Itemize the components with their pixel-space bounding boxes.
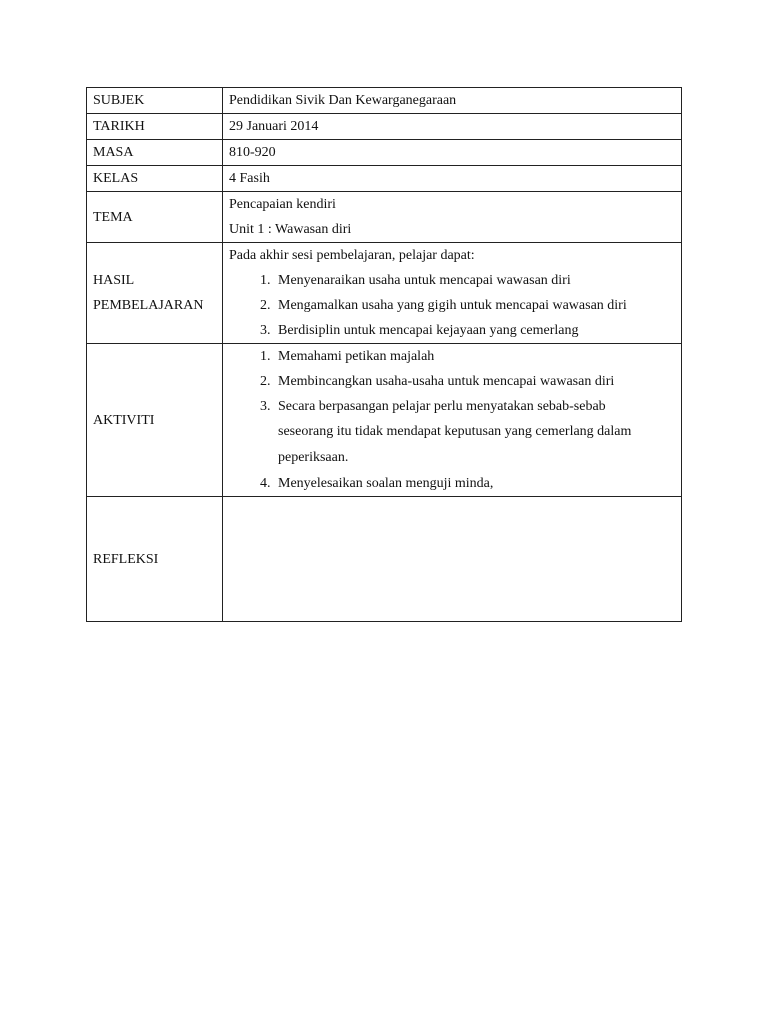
hasil-intro: Pada akhir sesi pembelajaran, pelajar dapat: xyxy=(229,248,475,263)
kelas-label: KELAS xyxy=(87,166,223,192)
list-item xyxy=(274,471,675,496)
table-row-subjek xyxy=(87,88,682,114)
masa-label: MASA xyxy=(87,140,223,166)
list-item: 1. Menyenaraikan usaha untuk mencapai wawasan diri xyxy=(274,268,675,293)
aktiviti-list xyxy=(229,344,675,496)
hasil-label-line: PEMBELAJARAN xyxy=(93,298,204,313)
tema-line: Pencapaian kendiri xyxy=(229,197,336,212)
table-row-hasil xyxy=(87,243,682,344)
list-item: 2. Mengamalkan usaha yang gigih untuk mencapai wawasan diri xyxy=(274,293,675,318)
list-item xyxy=(274,394,675,471)
lesson-plan-table xyxy=(86,87,682,622)
hasil-label-line: HASIL xyxy=(93,273,135,288)
aktiviti-label: AKTIVITI xyxy=(87,344,223,497)
list-item-text: 2. Membincangkan usaha-usaha untuk mencapai wawasan diri xyxy=(278,374,615,389)
aktiviti-value xyxy=(223,344,682,497)
tema-line: Unit 1 : Wawasan diri xyxy=(229,222,352,237)
masa-value: 810-920 xyxy=(223,140,682,166)
subjek-label: SUBJEK xyxy=(87,88,223,114)
table-row-tema xyxy=(87,192,682,243)
refleksi-value xyxy=(223,497,682,622)
tarikh-value: 29 Januari 2014 xyxy=(223,114,682,140)
list-item-text: seseorang itu tidak mendapat keputusan yang cemerlang dalam xyxy=(278,424,632,439)
hasil-label xyxy=(87,243,223,344)
table-row-aktiviti xyxy=(87,344,682,497)
table-row-kelas xyxy=(87,166,682,192)
tema-label: TEMA xyxy=(87,192,223,243)
table-row-masa xyxy=(87,140,682,166)
tema-value xyxy=(223,192,682,243)
list-item-text: 1. Memahami petikan majalah xyxy=(278,349,435,364)
list-item-text: 4. Menyelesaikan soalan menguji minda, xyxy=(278,476,494,491)
subjek-value: Pendidikan Sivik Dan Kewarganegaraan xyxy=(223,88,682,114)
table-row-refleksi xyxy=(87,497,682,622)
kelas-value: 4 Fasih xyxy=(223,166,682,192)
hasil-value xyxy=(223,243,682,344)
list-item-text: peperiksaan. xyxy=(278,450,349,465)
list-item xyxy=(274,344,675,369)
list-item xyxy=(274,369,675,394)
list-item: 3. Berdisiplin untuk mencapai kejayaan yang cemerlang xyxy=(274,318,675,343)
list-item-text: 3. Secara berpasangan pelajar perlu menyatakan sebab-sebab xyxy=(278,399,606,414)
refleksi-label: REFLEKSI xyxy=(87,497,223,622)
hasil-list xyxy=(229,268,675,343)
table-row-tarikh xyxy=(87,114,682,140)
tarikh-label: TARIKH xyxy=(87,114,223,140)
